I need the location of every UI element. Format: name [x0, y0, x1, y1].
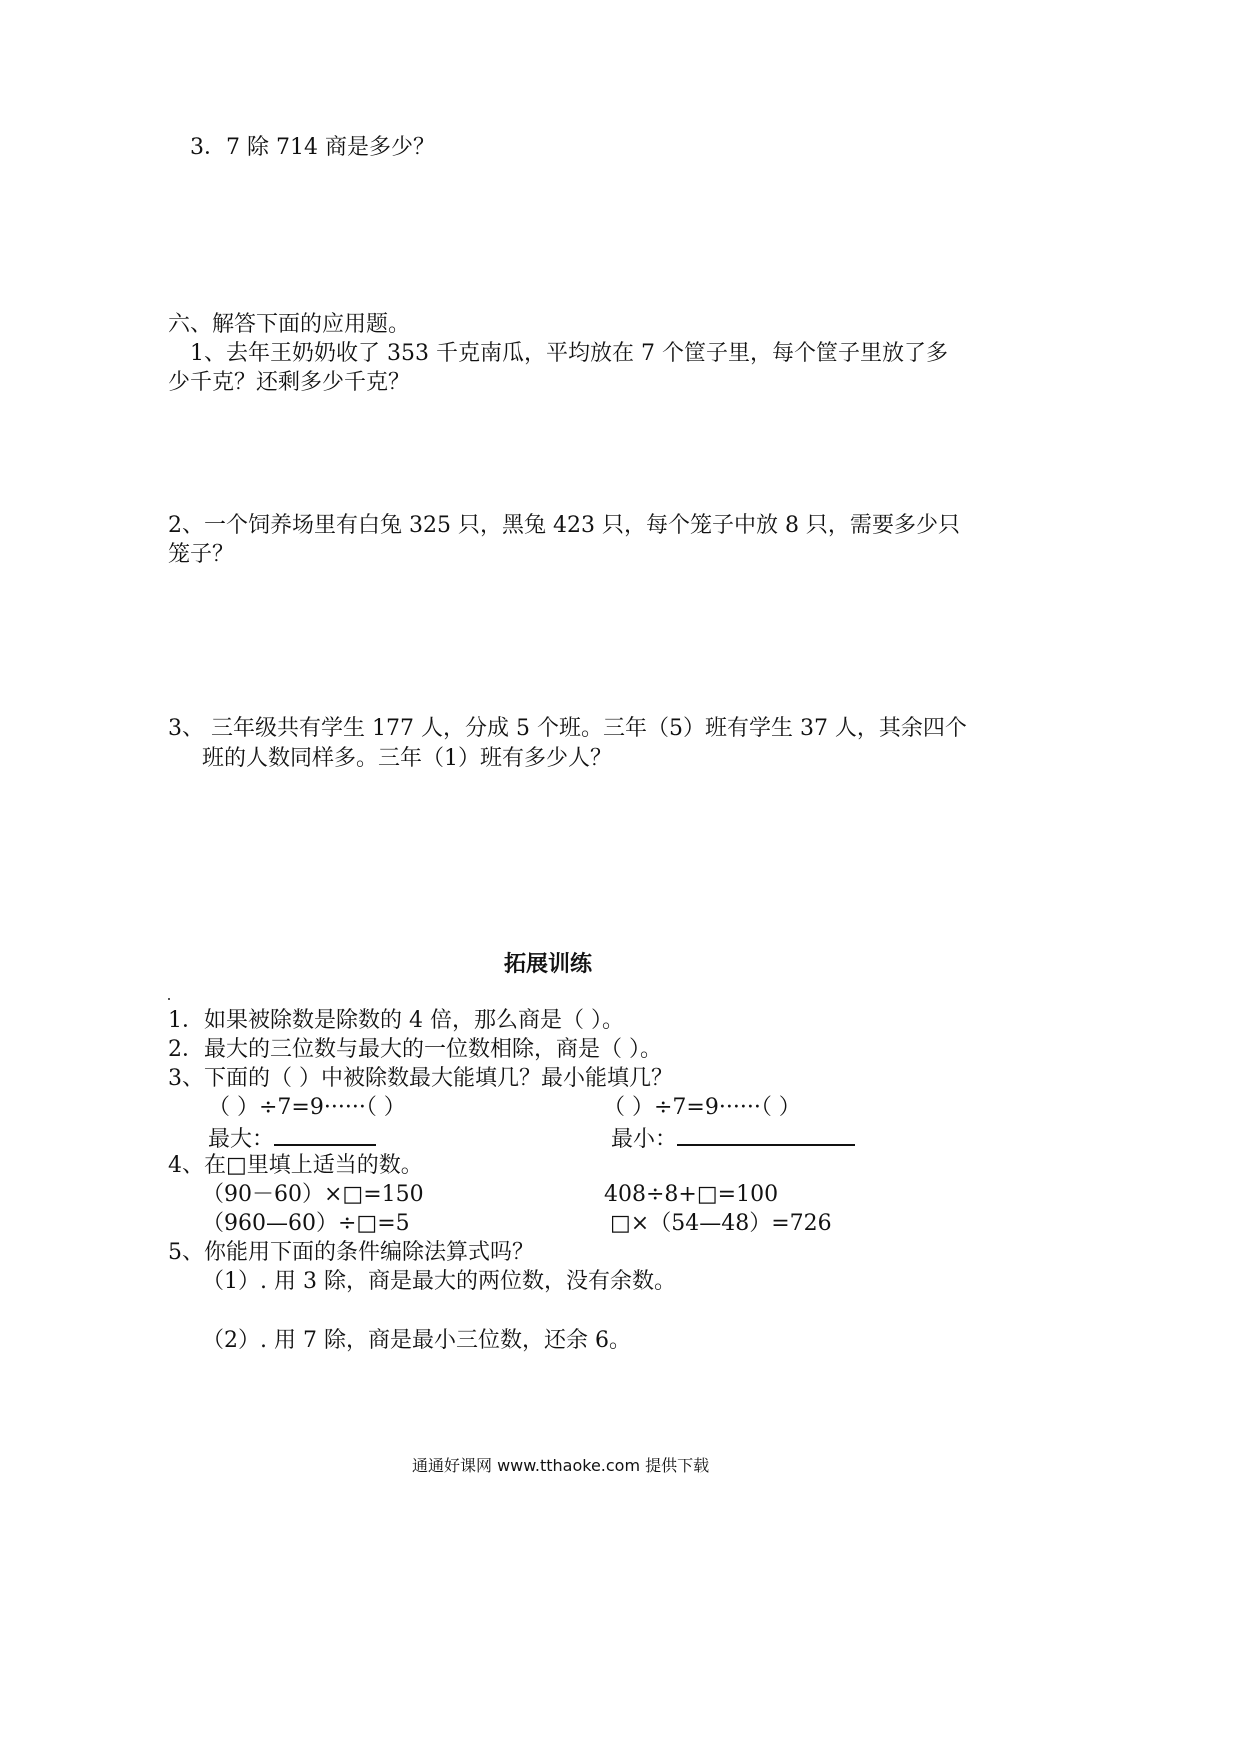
extension-title: 拓展训练 — [504, 952, 593, 977]
word-problem-1-line2: 少千克？还剩多少千克？ — [168, 370, 411, 395]
q5-item-2: （2）. 用 7 除，商是最小三位数，还余 6。 — [202, 1328, 631, 1353]
q4-equation-d: □×（54—48）=726 — [610, 1211, 832, 1236]
q3-max-row — [208, 1124, 376, 1153]
extension-q5: 5、你能用下面的条件编除法算式吗？ — [168, 1240, 534, 1265]
extension-q4: 4、在□里填上适当的数。 — [168, 1153, 423, 1178]
word-problem-2-line1: 2、一个饲养场里有白兔 325 只，黑兔 423 只，每个笼子中放 8 只，需要多少只 — [168, 513, 960, 538]
q3-min-row — [611, 1124, 855, 1153]
q4-equation-a: （90－60）×□=150 — [202, 1182, 424, 1207]
q5-item-1: （1）. 用 3 除，商是最大的两位数，没有余数。 — [202, 1269, 676, 1294]
word-problem-3-line1: 3、 三年级共有学生 177 人，分成 5 个班。三年（5）班有学生 37 人，其余四个 — [168, 716, 967, 741]
word-problem-3-line2: 班的人数同样多。三年（1）班有多少人？ — [202, 746, 612, 771]
q4-equation-c: （960—60）÷□=5 — [202, 1211, 410, 1236]
q3-left-equation: （ ）÷7=9······（ ） — [208, 1095, 406, 1120]
page-footer: 通通好课网 www.tthaoke.com 提供下载 — [412, 1456, 710, 1475]
q4-equation-b: 408÷8+□=100 — [604, 1182, 779, 1207]
q3-min-answer-line[interactable] — [677, 1124, 855, 1146]
stray-mark — [168, 998, 170, 1000]
extension-q1: 1．如果被除数是除数的 4 倍，那么商是（ ）。 — [168, 1008, 624, 1033]
extension-q3: 3、下面的（ ）中被除数最大能填几？最小能填几？ — [168, 1066, 673, 1091]
word-problem-1-line1: 1、去年王奶奶收了 353 千克南瓜，平均放在 7 个筐子里，每个筐子里放了多 — [190, 341, 948, 366]
section-6-heading: 六、解答下面的应用题。 — [168, 312, 411, 337]
problem-3-prev: 3．7 除 714 商是多少？ — [190, 135, 435, 160]
word-problem-2-line2: 笼子？ — [168, 542, 235, 567]
extension-q2: 2．最大的三位数与最大的一位数相除，商是（ ）。 — [168, 1037, 662, 1062]
q3-right-equation: （ ）÷7=9······（ ） — [603, 1095, 801, 1120]
q3-max-label: 最大： — [208, 1127, 275, 1152]
q3-min-label: 最小： — [611, 1127, 678, 1152]
q3-max-answer-line[interactable] — [274, 1124, 376, 1146]
